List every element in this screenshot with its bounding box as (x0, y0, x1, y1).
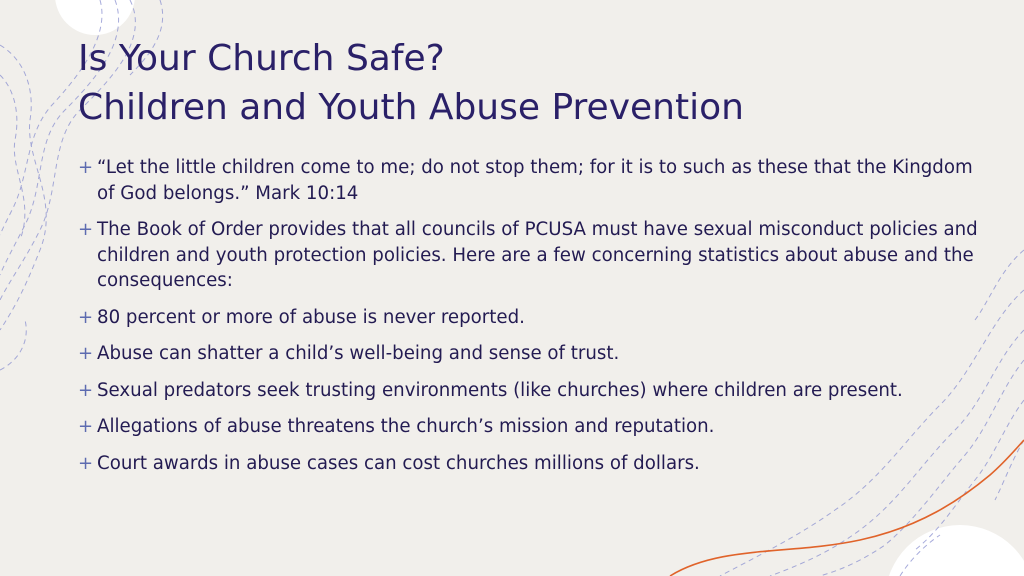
plus-icon: + (78, 306, 94, 328)
bullet-predators (78, 378, 978, 404)
bullet-shatter-trust (78, 341, 978, 367)
plus-icon: + (78, 452, 94, 474)
bullet-text: The Book of Order provides that all councils of PCUSA must have sexual misconduct policies and children and youth protection policies. Here are a few concerning statistics about abuse and the consequences: (97, 219, 978, 291)
slide-title (78, 34, 744, 132)
plus-icon: + (78, 343, 94, 364)
bullet-text: 80 percent or more of abuse is never reported. (97, 306, 525, 328)
title-line-2: Children and Youth Abuse Prevention (78, 87, 744, 128)
bullet-court-awards (78, 451, 978, 477)
bullet-list (78, 155, 978, 476)
plus-icon: + (78, 379, 94, 401)
bottom-right-circle (885, 525, 1024, 576)
bullet-text: Court awards in abuse cases can cost churches millions of dollars. (97, 452, 700, 474)
bullet-book-of-order (78, 217, 978, 294)
bullet-text: Allegations of abuse threatens the church’s mission and reputation. (97, 416, 715, 437)
bullet-text: Sexual predators seek trusting environments (like churches) where children are present. (97, 379, 903, 401)
bullet-never-reported (78, 305, 978, 331)
plus-icon: + (78, 219, 94, 240)
bullet-allegations (78, 414, 978, 440)
bullet-scripture (78, 155, 978, 206)
plus-icon: + (78, 416, 94, 437)
title-line-1: Is Your Church Safe? (78, 38, 445, 79)
top-left-circle (55, 0, 135, 35)
bullet-text: Abuse can shatter a child’s well-being and sense of trust. (97, 343, 620, 364)
bullet-text: “Let the little children come to me; do not stop them; for it is to such as these that the Kingdom of God belongs.” Mark 10:14 (97, 157, 973, 204)
plus-icon: + (78, 157, 94, 178)
